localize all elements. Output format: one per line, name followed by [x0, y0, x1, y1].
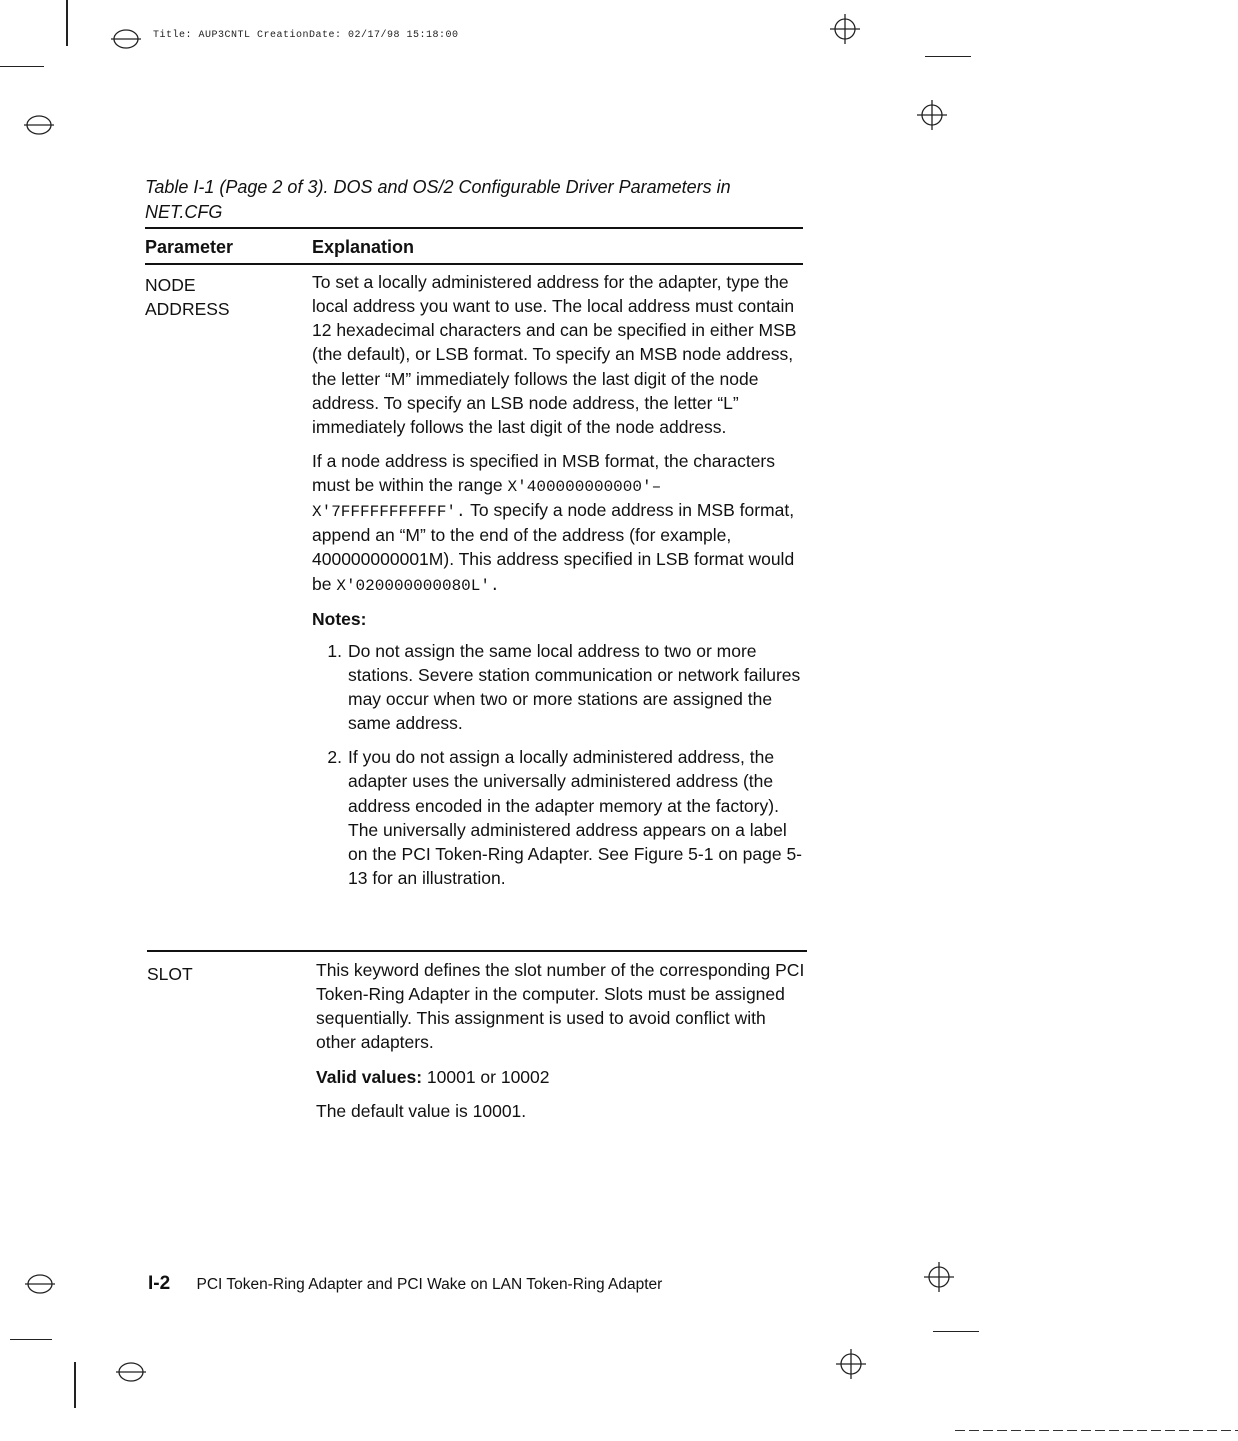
valid-values-label: Valid values:	[316, 1066, 423, 1087]
registration-mark-icon	[111, 24, 141, 54]
crop-mark	[74, 1362, 76, 1408]
lsb-example-value: X'020000000080L'.	[336, 576, 500, 595]
registration-mark-icon	[830, 14, 860, 44]
table-caption-title: DOS and OS/2 Configurable Driver Parameters in NET.CFG	[145, 177, 731, 223]
msb-range-value: X'400000000000'–X'7FFFFFFFFFFF'.	[312, 478, 662, 522]
note-text: Do not assign the same local address to two or more stations. Severe station communication or network failures may occur when two or more stations are assigned the same address.	[348, 640, 801, 734]
crop-mark	[933, 1331, 979, 1332]
explanation-node-address	[312, 270, 804, 900]
crop-mark	[0, 66, 44, 67]
param-slot: SLOT	[147, 964, 193, 984]
valid-values-text: 10001 or 10002	[422, 1066, 550, 1087]
text-run: If a node address is specified in MSB format, the characters must be within the range	[312, 450, 775, 496]
book-title: PCI Token-Ring Adapter and PCI Wake on LAN Token-Ring Adapter	[196, 1276, 663, 1293]
crop-mark	[10, 1339, 52, 1340]
note-text: If you do not assign a locally administered address, the adapter uses the universally administered address (the address encoded in the adapter memory at the factory). The universally administered address appears on a label on the PCI Token-Ring Adapter. See Figure 5-1 on page 5-13 for an illustration.	[348, 747, 803, 889]
notes-heading: Notes:	[312, 608, 367, 629]
row-separator-rule	[147, 950, 807, 952]
slot-paragraph: This keyword defines the slot number of the corresponding PCI Token-Ring Adapter in the computer. Slots must be assigned sequentially. This assignment is used to avoid conflict with other adapters.	[316, 960, 805, 1053]
param-name-line: NODE	[145, 275, 196, 295]
node-address-msb-paragraph	[312, 449, 804, 597]
dashed-edge-mark	[955, 1430, 1238, 1431]
registration-mark-icon	[917, 100, 947, 130]
explanation-slot	[316, 958, 806, 1133]
registration-mark-icon	[25, 1269, 55, 1299]
list-item	[312, 639, 804, 736]
registration-mark-icon	[24, 110, 54, 140]
text-run: To specify a node address in MSB format, append an “M” to the end of the address (for example, 400000000001M). This address specified in LSB format would be	[312, 500, 795, 594]
page-footer	[148, 1273, 662, 1295]
registration-mark-icon	[836, 1349, 866, 1379]
table-top-rule	[145, 227, 803, 229]
table-caption	[145, 175, 805, 225]
note-number: 1.	[327, 640, 342, 661]
column-header-parameter: Parameter	[145, 237, 234, 257]
registration-mark-icon	[924, 1262, 954, 1292]
page-number: I-2	[148, 1273, 171, 1294]
crop-mark	[66, 0, 68, 46]
param-name-line: ADDRESS	[145, 299, 230, 320]
notes-list	[312, 639, 804, 890]
slot-default-value: The default value is 10001.	[316, 1100, 527, 1121]
header-bottom-rule	[145, 263, 803, 265]
note-number: 2.	[327, 747, 342, 768]
param-node-address	[145, 273, 295, 321]
print-header-meta: Title: AUP3CNTL CreationDate: 02/17/98 15:18:00	[153, 30, 459, 41]
column-header-explanation: Explanation	[312, 237, 415, 257]
table-caption-label: Table I-1 (Page 2 of 3).	[145, 177, 329, 197]
registration-mark-icon	[116, 1357, 146, 1387]
slot-valid-values	[316, 1065, 806, 1089]
node-address-paragraph: To set a locally administered address for the adapter, type the local address you want to use. The local address must contain 12 hexadecimal characters and can be specified in either MSB (the default), or LSB format. To specify an MSB node address, the letter “M” immediately follows the last digit of the node address. To specify an LSB node address, the letter “L” immediately follows the last digit of the node address.	[312, 272, 797, 437]
list-item	[312, 745, 804, 890]
crop-mark	[925, 56, 971, 57]
